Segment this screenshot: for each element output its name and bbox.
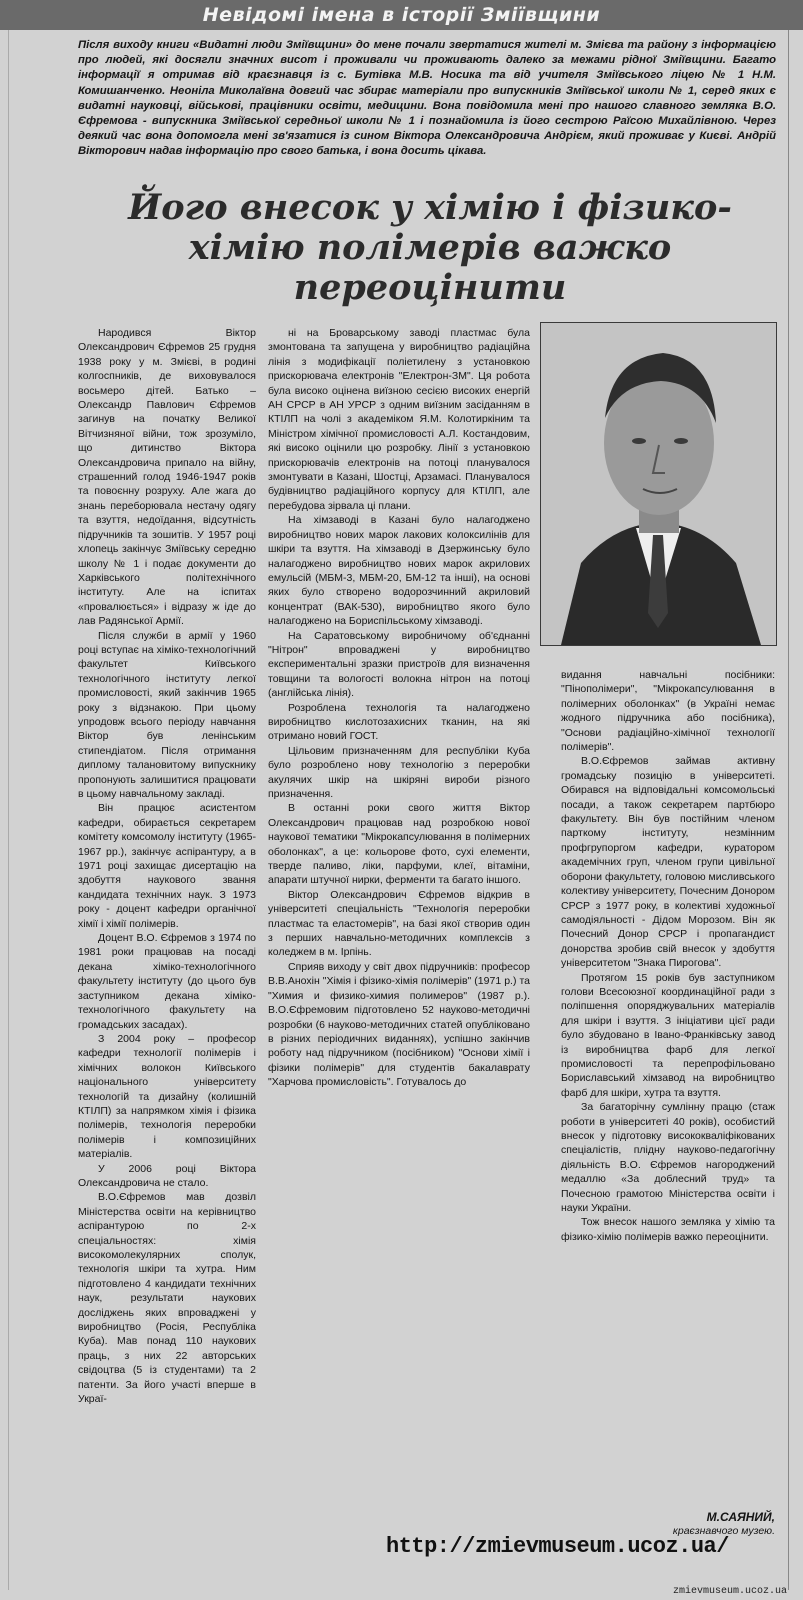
paragraph: Народився Віктор Олександрович Єфремов 25 грудня 1938 року у м. Змієві, в родині колгоспників, де виховувалося восьмеро дітей. Батько – Олександр Павлович Єфремов загинув на початку Великої Вітчизняної війни, тож зрозуміло, що дитинство Віктора Олександровича припало на війну, страшенний голод 1946-1947 років та повоєнну розруху. Але жага до знань переборювала нестачу одягу та взуття, недоїдання, відсутність підручників та зошитів. У 1957 році хлопець закінчує Зміївську середню школу № 1 і подає документи до Харківського політехнічного інституту. Але на іспитах «провалюється» і відразу ж іде до лав Радянської Армії. — [78, 327, 256, 628]
portrait-illustration — [541, 323, 776, 645]
column-divider — [788, 30, 789, 1590]
author-position: краєзнавчого музею. — [672, 1525, 775, 1537]
paragraph: В.О.Єфремов займав активну громадську позицію в університеті. Обирався на відповідальні комсомольські посади, а також секретарем партбюро факультету. Він був постійним членом парткому інституту, незмінним профгрупоргом кафедри, куратором академічних груп, членом групи цивільної оборони факультету, головою мисливського колективу університету, Почесним Донором СРСР з 1977 року, в колективі художньої самодіяльності - Дідом Морозом. Він як Почесний Донор СРСР і пропагандист донорства зробив свій внесок у здобуття університетом "Знака Пирогова". — [561, 755, 775, 970]
paragraph: На Саратовському виробничому об'єднанні "Нітрон" впроваджені у виробництво експериментальні зразки пристроїв для визначення товщини та вологості волокна нітрон на потоці (англійська лінія). — [268, 629, 530, 700]
author-name: М.САЯНИЙ, — [706, 1510, 775, 1524]
article-column-1 — [78, 326, 256, 1406]
paragraph: Цільовим призначенням для республіки Куба було розроблено нову технологію з переробки акулячих шкір на шкіряні вироби різного призначення. — [268, 744, 530, 800]
article-headline: Його внесок у хімію і фізико-хімію полімерів важко переоцінити — [128, 187, 732, 308]
column-divider — [8, 30, 9, 1590]
article-column-3 — [561, 668, 775, 1244]
paragraph: Віктор Олександрович Єфремов відкрив в університеті спеціальність "Технологія переробки пластмас та еластомерів", на базі якої створив один з перших навчально-методичних комплексів з коледжем в м. Ірпінь. — [268, 888, 530, 959]
paragraph: З 2004 року – професор кафедри технології полімерів і хімічних волокон Київського національного університету технологій та дизайну (колишній КТІЛП) за напрямком хімія і фізика полімерів, технологія переробки полімерів і композиційних матеріалів. — [78, 1032, 256, 1161]
paragraph: В останні роки свого життя Віктор Олександрович працював над розробкою нової наукової тематики "Мікрокапсулювання в полімерних оболонках", а це: кольорове фото, сухі елементи, тверде паливо, ліки, парфуми, клеї, вітаміни, апарати штучної нирки, ферменти та багато іншого. — [268, 802, 530, 887]
paragraph: Після служби в армії у 1960 році вступає на хіміко-технологічний факультет Київського технологічного інституту легкої промисловості, який закінчив 1965 року з відзнакою. При цьому упродовж всього періоду навчання Віктор був ленінським стипендіатом. Після отримання диплому талановитому випускнику пропонують залишитися працювати в цьому навчальному закладі. — [78, 629, 256, 800]
paragraph: ні на Броварському заводі пластмас була змонтована та запущена у виробництво радіаційна лінія з модифікації поліетилену з установкою прискорювача електронів "Електрон-ЗМ". Ця робота була високо оцінена виїзною сесією високих енергій АН СРСР в АН УРСР з одним виїзним засіданням в КТІЛП на чолі з академіком Я.М. Колотиркіним та Міністром хімічної промисловості А.Л. Костандовим, які високо оцінили цю розробку. Лінії з установкою прискорювачів електронів на потоці планувалося змонтувати в Казані, Шостці, Арзамасі. Планувалося будівництво радіаційного корпусу для КТІЛП, але перебудова зірвала ці плани. — [268, 327, 530, 512]
paragraph: видання навчальні посібники: "Пінополімери", "Мікрокапсулювання в полімерних оболонках" (в Україні немає жодного підручника або посібника), "Основи радіаційно-хімічної технології полімерів". — [561, 669, 775, 754]
paragraph: У 2006 році Віктора Олександровича не стало. — [78, 1162, 256, 1189]
paragraph: Він працює асистентом кафедри, обирається секретарем комітету комсомолу інституту (1965-1967 рр.), закінчує аспірантуру, а в 1971 році захищає дисертацію на здобуття наукового звання кандидата технічних наук. З 1973 року - доцент кафедри органічної хімії і хімії полімерів. — [78, 802, 256, 930]
paragraph: Сприяв виходу у світ двох підручників: професор В.В.Анохін "Хімія і фізико-хімія полімерів" (1971 р.) та "Химия и физико-химия полимеров" (1987 р.). В.О.Єфремовим підготовлено 52 науково-методичні розробки (6 науково-методичних статей опубліковано в різних періодичних виданнях), успішно закінчив роботу над підручником (посібником) "Основи хімії і фізики полімерів" для студентів бакалаврату "Харчова промисловість". Готувалось до — [268, 960, 530, 1089]
paragraph: Тож внесок нашого земляка у хімію та фізико-хімію полімерів важко переоцінити. — [561, 1216, 775, 1243]
article-column-2 — [268, 326, 530, 1090]
paragraph: За багаторічну сумлінну працю (стаж роботи в університеті 40 років), особистий внесок у підготовку висококваліфікованих спеціалістів, плідну науково-педагогічну діяльність В.О. Єфремов нагороджений медаллю «За доблесний труд» та Почесною грамотою Міністерства освіти і науки України. — [561, 1101, 775, 1215]
paragraph: На хімзаводі в Казані було налагоджено виробництво нових марок лакових колоксилінів для шкіри та взуття. На хімзаводі в Дзержинську було налагоджено виробництво нових марок акрилових емульсій (МБМ-3, МБМ-20, БМ-12 та інші), на основі яких було створено водорозчинний акриловий концентрат (ВАК-530), виробництво якого було налагоджено на Бориспільському хімзаводі. — [268, 514, 530, 628]
intro-paragraph: Після виходу книги «Видатні люди Зміївщини» до мене почали звертатися жителі м. Змієва та району з інформацією про людей, які досягли значних висот і проживали чи проживають далеко за межами рідної Зміївщини. Багато інформації я отримав від краєзнавця із с. Бутівка М.В. Носика та від учителя Зміївського ліцею № 1 Н.М. Комишанченко. Неоніла Миколаївна довгий час збирає матеріали про випускників Зміївської школи № 1, серед яких є видатні науковці, військові, працівники освіти, медицини. Вона повідомила мені про нашого славного земляка В.О. Єфремова - випускника Зміївської середньої школи № 1 і познайомила із його сестрою Раїсою Михайлівною. Через деякий час вона допомогла мені зв'язатися із сином Віктора Олександровича Андрієм, який проживає у Києві. Андрій Вікторович надав інформацію про свого батька, і вона досить цікава. — [78, 39, 776, 158]
portrait-photo — [540, 322, 777, 646]
watermark-url[interactable]: http://zmievmuseum.ucoz.ua/ — [386, 1534, 729, 1559]
paragraph: Розроблена технологія та налагоджено виробництво кислотозахисних тканин, на які отримано новий ГОСТ. — [268, 701, 530, 743]
paragraph: В.О.Єфремов мав дозвіл Міністерства освіти на керівництво аспірантурою по 2-х спеціальностях: хімія високомолекулярних сполук, технологія шкіри та хутра. Ним підготовлено 4 кандидати технічних наук, результати наукових досліджень яких впроваджені у виробництво (Росія, Республіка Куба). Мав понад 110 наукових праць, з них 22 авторських свідоцтва (5 із студентами) та 2 патенти. За його участі вперше в Украї- — [78, 1191, 256, 1406]
rubric-header: Невідомі імена в історії Зміївщини — [0, 0, 803, 30]
paragraph: Протягом 15 років був заступником голови Всесоюзної координаційної ради з поліпшення опоряджувальних матеріалів для шкіри і взуття. З ініціативи цієї ради було збудовано в Івано-Франківську завод із виробництва фарб для легкої промисловості та перепрофільовано Бориславський хімзавод на виробництво фарб для шкіри, хутра та взуття. — [561, 971, 775, 1099]
footer-url: zmievmuseum.ucoz.ua — [672, 1586, 787, 1597]
paragraph: Доцент В.О. Єфремов з 1974 по 1981 роки працював на посаді декана хіміко-технологічного факультету інституту (до цього був заступником декана хіміко-технологічного факультету на громадських засадах). — [78, 932, 256, 1031]
